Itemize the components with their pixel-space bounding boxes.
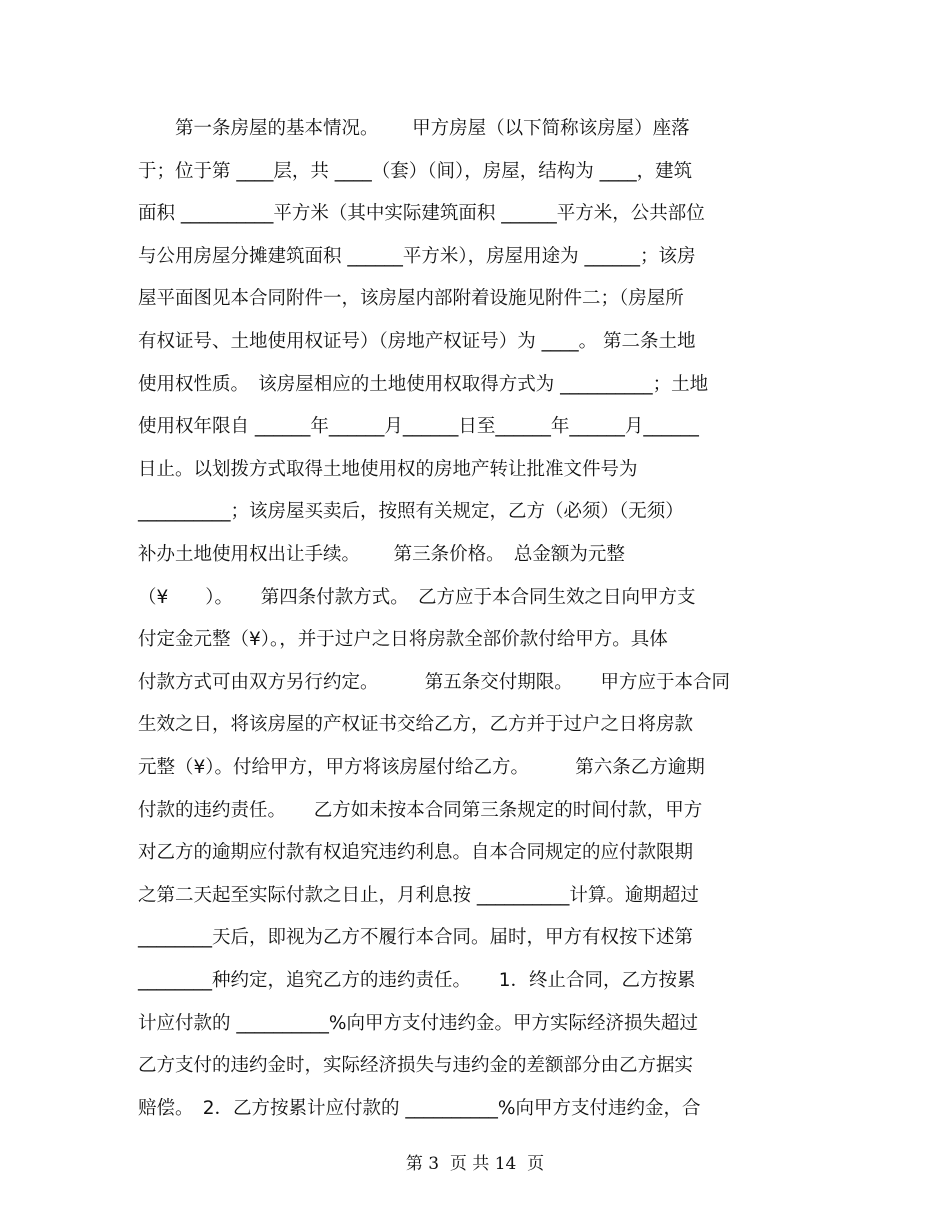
text-line: 使用权性质。 该房屋相应的土地使用权取得方式为 __________；土地: [138, 373, 709, 395]
text-line: 使用权年限自 ______年______月______日至______年______月______: [138, 416, 699, 438]
text-line: 对乙方的逾期应付款有权追究违约利息。自本合同规定的应付款限期: [138, 842, 694, 864]
text-line: 生效之日，将该房屋的产权证书交给乙方，乙方并于过户之日将房款: [138, 714, 694, 736]
text-line: 第一条房屋的基本情况。 甲方房屋（以下简称该房屋）座落: [138, 118, 690, 139]
text-line: 有权证号、土地使用权证号）（房地产权证号）为 ____。 第二条土地: [138, 331, 696, 352]
text-line: 之第二天起至实际付款之日止，月利息按 __________计算。逾期超过: [138, 884, 699, 906]
text-line: 付款的违约责任。 乙方如未按本合同第三条规定的时间付款，甲方: [138, 799, 703, 821]
text-line: 付款方式可由双方另行约定。 第五条交付期限。 甲方应于本合同: [138, 671, 731, 693]
text-line: 屋平面图见本合同附件一，该房屋内部附着设施见附件二；（房屋所: [138, 288, 684, 310]
text-line: （¥ ）。 第四条付款方式。 乙方应于本合同生效之日向甲方支: [138, 586, 696, 608]
text-line: 元整（¥）。付给甲方，甲方将该房屋付给乙方。 第六条乙方逾期: [138, 757, 705, 778]
text-line: 与公用房屋分摊建筑面积 ______平方米），房屋用途为 ______；该房: [138, 245, 696, 267]
text-line: __________；该房屋买卖后，按照有关规定，乙方（必须）（无须）: [138, 501, 684, 523]
page-number-footer: 第 3 页 共 14 页: [405, 1154, 545, 1174]
text-line: 于；位于第 ____层，共 ____（套）（间），房屋，结构为 ____，建筑: [138, 160, 693, 182]
text-line: 乙方支付的违约金时，实际经济损失与违约金的差额部分由乙方据实: [138, 1055, 694, 1077]
text-line: 计应付款的 __________%向甲方支付违约金。甲方实际经济损失超过: [138, 1012, 698, 1034]
text-line: 补办土地使用权出让手续。 第三条价格。 总金额为元整: [138, 544, 625, 565]
text-line: 日止。以划拨方式取得土地使用权的房地产转让批准文件号为: [138, 458, 638, 480]
text-line: ________种约定，追究乙方的违约责任。 1．终止合同，乙方按累: [138, 970, 696, 991]
text-line: 面积 __________平方米（其中实际建筑面积 ______平方米，公共部位: [138, 203, 705, 225]
text-line: 付定金元整（¥）。，并于过户之日将房款全部价款付给甲方。具体: [138, 629, 668, 651]
text-line: 赔偿。 2．乙方按累计应付款的 __________%向甲方支付违约金，合: [138, 1097, 701, 1119]
text-line: ________天后，即视为乙方不履行本合同。届时，甲方有权按下述第: [138, 927, 694, 949]
